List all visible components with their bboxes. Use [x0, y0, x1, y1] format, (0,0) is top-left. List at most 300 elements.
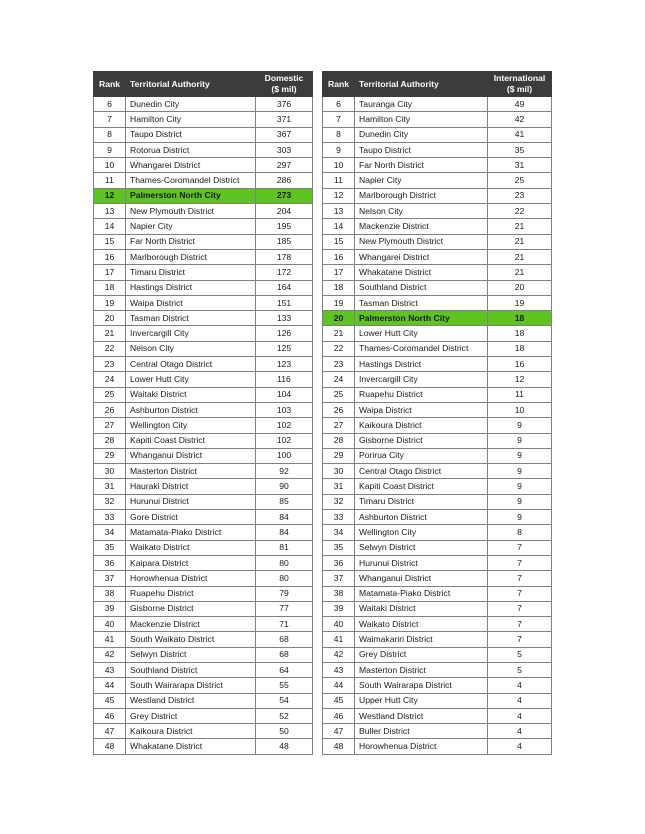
- rank-cell: 32: [323, 494, 355, 509]
- value-cell: 90: [256, 479, 313, 494]
- table-row: [94, 739, 313, 754]
- territorial-authority-cell: Horowhenua District: [355, 739, 488, 754]
- value-cell: 18: [488, 311, 552, 326]
- table-row: [94, 571, 313, 586]
- value-cell: 16: [488, 357, 552, 372]
- value-cell: 178: [256, 249, 313, 264]
- territorial-authority-cell: Tasman District: [126, 311, 256, 326]
- table-row: [94, 632, 313, 647]
- table-row: [323, 540, 552, 555]
- territorial-authority-cell: Selwyn District: [126, 647, 256, 662]
- table-header-row: [323, 72, 552, 97]
- rank-cell: 37: [94, 571, 126, 586]
- territorial-authority-cell: Whangarei District: [126, 158, 256, 173]
- value-cell: 18: [488, 326, 552, 341]
- rank-cell: 47: [94, 724, 126, 739]
- rank-cell: 18: [94, 280, 126, 295]
- territorial-authority-cell: Westland District: [126, 693, 256, 708]
- value-cell: 5: [488, 647, 552, 662]
- table-row: [94, 494, 313, 509]
- territorial-authority-cell: Ruapehu District: [355, 387, 488, 402]
- table-row: [94, 448, 313, 463]
- table-row: [94, 311, 313, 326]
- value-cell: 133: [256, 311, 313, 326]
- territorial-authority-cell: Kapiti Coast District: [126, 433, 256, 448]
- value-cell: 79: [256, 586, 313, 601]
- table-row-highlighted: [323, 311, 552, 326]
- value-cell: 4: [488, 678, 552, 693]
- rank-cell: 16: [323, 249, 355, 264]
- territorial-authority-cell: Porirua City: [355, 448, 488, 463]
- territorial-authority-cell: Rotorua District: [126, 142, 256, 157]
- rank-cell: 40: [94, 617, 126, 632]
- table-row: [323, 479, 552, 494]
- table-row: [323, 510, 552, 525]
- table-row: [94, 433, 313, 448]
- rank-cell: 41: [323, 632, 355, 647]
- value-cell: 7: [488, 555, 552, 570]
- table-row: [323, 647, 552, 662]
- value-cell: 7: [488, 632, 552, 647]
- rank-cell: 38: [323, 586, 355, 601]
- territorial-authority-cell: Upper Hutt City: [355, 693, 488, 708]
- rank-cell: 41: [94, 632, 126, 647]
- territorial-authority-cell: Kapiti Coast District: [355, 479, 488, 494]
- value-cell: 52: [256, 708, 313, 723]
- territorial-authority-cell: Gisborne District: [126, 601, 256, 616]
- value-cell: 151: [256, 295, 313, 310]
- territorial-authority-cell: Palmerston North City: [126, 188, 256, 203]
- table-row: [94, 510, 313, 525]
- table-row: [323, 142, 552, 157]
- territorial-authority-cell: Kaipara District: [126, 555, 256, 570]
- rank-cell: 33: [94, 510, 126, 525]
- territorial-authority-cell: Westland District: [355, 708, 488, 723]
- table-row: [94, 97, 313, 112]
- territorial-authority-cell: Wellington City: [355, 525, 488, 540]
- territorial-authority-cell: Matamata-Piako District: [126, 525, 256, 540]
- value-cell: 84: [256, 525, 313, 540]
- territorial-authority-cell: Hamilton City: [355, 112, 488, 127]
- table-row: [323, 662, 552, 677]
- international-header-line2: ($ mil): [506, 84, 533, 94]
- value-cell: 84: [256, 510, 313, 525]
- table-row: [323, 173, 552, 188]
- rank-cell: 15: [94, 234, 126, 249]
- table-row: [323, 724, 552, 739]
- territorial-authority-cell: Ashburton District: [355, 510, 488, 525]
- table-row: [94, 464, 313, 479]
- rank-cell: 21: [94, 326, 126, 341]
- territorial-authority-cell: Waimakariri District: [355, 632, 488, 647]
- rank-cell: 40: [323, 617, 355, 632]
- table-row: [323, 280, 552, 295]
- value-cell: 9: [488, 448, 552, 463]
- value-cell: 21: [488, 265, 552, 280]
- rank-cell: 15: [323, 234, 355, 249]
- value-cell: 64: [256, 662, 313, 677]
- value-cell: 100: [256, 448, 313, 463]
- value-cell: 104: [256, 387, 313, 402]
- territorial-authority-cell: Buller District: [355, 724, 488, 739]
- territorial-authority-cell: Gore District: [126, 510, 256, 525]
- value-cell: 7: [488, 601, 552, 616]
- table-row: [94, 586, 313, 601]
- rank-cell: 34: [94, 525, 126, 540]
- value-cell: 7: [488, 540, 552, 555]
- rank-cell: 27: [323, 418, 355, 433]
- value-cell: 102: [256, 433, 313, 448]
- rank-cell: 31: [323, 479, 355, 494]
- table-row: [323, 708, 552, 723]
- rank-cell: 20: [323, 311, 355, 326]
- territorial-authority-cell: South Wairarapa District: [355, 678, 488, 693]
- table-row: [94, 724, 313, 739]
- table-row: [94, 387, 313, 402]
- value-cell: 42: [488, 112, 552, 127]
- value-cell: 11: [488, 387, 552, 402]
- table-row: [323, 555, 552, 570]
- rank-cell: 6: [323, 97, 355, 112]
- table-row: [323, 494, 552, 509]
- value-cell: 21: [488, 234, 552, 249]
- rank-cell: 25: [94, 387, 126, 402]
- table-row: [323, 739, 552, 754]
- territorial-authority-cell: Waikato District: [126, 540, 256, 555]
- table-row: [323, 418, 552, 433]
- value-cell: 12: [488, 372, 552, 387]
- domestic-header-line2: ($ mil): [271, 84, 297, 94]
- territorial-authority-header: Territorial Authority: [355, 72, 488, 97]
- value-cell: 9: [488, 418, 552, 433]
- rank-cell: 23: [323, 357, 355, 372]
- territorial-authority-cell: New Plymouth District: [355, 234, 488, 249]
- table-row: [323, 571, 552, 586]
- territorial-authority-cell: Central Otago District: [126, 357, 256, 372]
- value-cell: 9: [488, 433, 552, 448]
- table-row-highlighted: [94, 188, 313, 203]
- table-row: [94, 617, 313, 632]
- territorial-authority-cell: Whakatane District: [355, 265, 488, 280]
- table-row: [94, 402, 313, 417]
- rank-cell: 17: [94, 265, 126, 280]
- rank-cell: 30: [323, 464, 355, 479]
- value-cell: 50: [256, 724, 313, 739]
- rank-cell: 22: [94, 341, 126, 356]
- rank-cell: 33: [323, 510, 355, 525]
- territorial-authority-cell: South Wairarapa District: [126, 678, 256, 693]
- value-cell: 92: [256, 464, 313, 479]
- value-cell: 116: [256, 372, 313, 387]
- value-cell: 185: [256, 234, 313, 249]
- value-cell: 22: [488, 204, 552, 219]
- table-row: [94, 372, 313, 387]
- value-cell: 81: [256, 540, 313, 555]
- value-cell: 25: [488, 173, 552, 188]
- value-cell: 123: [256, 357, 313, 372]
- value-cell: 7: [488, 571, 552, 586]
- table-row: [94, 249, 313, 264]
- territorial-authority-cell: Waipa District: [126, 295, 256, 310]
- territorial-authority-cell: Ruapehu District: [126, 586, 256, 601]
- rank-cell: 37: [323, 571, 355, 586]
- rank-cell: 29: [94, 448, 126, 463]
- value-cell: 297: [256, 158, 313, 173]
- rank-cell: 22: [323, 341, 355, 356]
- territorial-authority-cell: Palmerston North City: [355, 311, 488, 326]
- table-row: [94, 662, 313, 677]
- territorial-authority-cell: Lower Hutt City: [355, 326, 488, 341]
- territorial-authority-cell: Ashburton District: [126, 402, 256, 417]
- value-cell: 103: [256, 402, 313, 417]
- territorial-authority-cell: Southland District: [126, 662, 256, 677]
- value-cell: 68: [256, 632, 313, 647]
- value-cell: 164: [256, 280, 313, 295]
- rank-cell: 46: [94, 708, 126, 723]
- territorial-authority-cell: Matamata-Piako District: [355, 586, 488, 601]
- value-cell: 77: [256, 601, 313, 616]
- territorial-authority-cell: Nelson City: [355, 204, 488, 219]
- value-cell: 8: [488, 525, 552, 540]
- table-row: [94, 525, 313, 540]
- territorial-authority-header: Territorial Authority: [126, 72, 256, 97]
- table-row: [94, 265, 313, 280]
- rank-cell: 11: [94, 173, 126, 188]
- rank-cell: 39: [94, 601, 126, 616]
- rank-cell: 18: [323, 280, 355, 295]
- rank-cell: 9: [323, 142, 355, 157]
- territorial-authority-cell: Central Otago District: [355, 464, 488, 479]
- territorial-authority-cell: Thames-Coromandel District: [126, 173, 256, 188]
- value-cell: 7: [488, 586, 552, 601]
- rank-cell: 24: [323, 372, 355, 387]
- rank-cell: 27: [94, 418, 126, 433]
- value-cell: 303: [256, 142, 313, 157]
- table-row: [94, 479, 313, 494]
- territorial-authority-cell: Invercargill City: [355, 372, 488, 387]
- table-row: [323, 158, 552, 173]
- rank-cell: 45: [94, 693, 126, 708]
- rank-cell: 14: [323, 219, 355, 234]
- table-row: [94, 326, 313, 341]
- table-row: [94, 158, 313, 173]
- table-row: [323, 295, 552, 310]
- rank-cell: 35: [94, 540, 126, 555]
- table-row: [323, 219, 552, 234]
- territorial-authority-cell: South Waikato District: [126, 632, 256, 647]
- rank-cell: 44: [94, 678, 126, 693]
- territorial-authority-cell: Whanganui District: [355, 571, 488, 586]
- domestic-header-line1: Domestic: [264, 73, 304, 83]
- value-cell: 4: [488, 739, 552, 754]
- value-cell: 371: [256, 112, 313, 127]
- rank-cell: 38: [94, 586, 126, 601]
- territorial-authority-cell: Tasman District: [355, 295, 488, 310]
- rank-cell: 14: [94, 219, 126, 234]
- value-cell: 41: [488, 127, 552, 142]
- territorial-authority-cell: Whangarei District: [355, 249, 488, 264]
- rank-cell: 12: [94, 188, 126, 203]
- value-cell: 10: [488, 402, 552, 417]
- rank-cell: 25: [323, 387, 355, 402]
- table-row: [94, 601, 313, 616]
- rank-cell: 28: [94, 433, 126, 448]
- table-row: [323, 204, 552, 219]
- territorial-authority-cell: Hamilton City: [126, 112, 256, 127]
- table-row: [323, 601, 552, 616]
- value-cell: 5: [488, 662, 552, 677]
- rank-cell: 26: [323, 402, 355, 417]
- value-cell: 21: [488, 219, 552, 234]
- territorial-authority-cell: Marlborough District: [355, 188, 488, 203]
- international-table-body: [323, 97, 552, 755]
- value-cell: 125: [256, 341, 313, 356]
- rank-cell: 9: [94, 142, 126, 157]
- table-row: [323, 632, 552, 647]
- table-row: [94, 204, 313, 219]
- international-spend-table: [322, 71, 552, 755]
- rank-cell: 39: [323, 601, 355, 616]
- territorial-authority-cell: Napier City: [126, 219, 256, 234]
- rank-cell: 29: [323, 448, 355, 463]
- territorial-authority-cell: Grey District: [126, 708, 256, 723]
- rank-cell: 10: [94, 158, 126, 173]
- table-row: [323, 586, 552, 601]
- rank-cell: 21: [323, 326, 355, 341]
- rank-cell: 44: [323, 678, 355, 693]
- territorial-authority-cell: Waitaki District: [126, 387, 256, 402]
- territorial-authority-cell: Horowhenua District: [126, 571, 256, 586]
- rank-cell: 8: [323, 127, 355, 142]
- territorial-authority-cell: Tauranga City: [355, 97, 488, 112]
- value-cell: 85: [256, 494, 313, 509]
- rank-cell: 19: [94, 295, 126, 310]
- table-row: [323, 464, 552, 479]
- rank-cell: 36: [94, 555, 126, 570]
- rank-cell: 31: [94, 479, 126, 494]
- value-cell: 286: [256, 173, 313, 188]
- table-row: [94, 418, 313, 433]
- rank-cell: 47: [323, 724, 355, 739]
- value-cell: 35: [488, 142, 552, 157]
- territorial-authority-cell: Waitaki District: [355, 601, 488, 616]
- rank-cell: 17: [323, 265, 355, 280]
- territorial-authority-cell: Taupo District: [355, 142, 488, 157]
- territorial-authority-cell: Hurunui District: [126, 494, 256, 509]
- value-cell: 9: [488, 464, 552, 479]
- value-cell: 367: [256, 127, 313, 142]
- territorial-authority-cell: Timaru District: [355, 494, 488, 509]
- table-row: [323, 693, 552, 708]
- territorial-authority-cell: Masterton District: [126, 464, 256, 479]
- rank-cell: 46: [323, 708, 355, 723]
- value-cell: 376: [256, 97, 313, 112]
- territorial-authority-cell: Masterton District: [355, 662, 488, 677]
- table-row: [323, 341, 552, 356]
- value-cell: 71: [256, 617, 313, 632]
- table-row: [94, 540, 313, 555]
- domestic-value-header: [256, 72, 313, 97]
- territorial-authority-cell: New Plymouth District: [126, 204, 256, 219]
- territorial-authority-cell: Far North District: [355, 158, 488, 173]
- territorial-authority-cell: Invercargill City: [126, 326, 256, 341]
- rank-cell: 24: [94, 372, 126, 387]
- value-cell: 9: [488, 494, 552, 509]
- table-row: [94, 219, 313, 234]
- territorial-authority-cell: Taupo District: [126, 127, 256, 142]
- value-cell: 204: [256, 204, 313, 219]
- value-cell: 48: [256, 739, 313, 754]
- table-row: [94, 142, 313, 157]
- international-value-header: [488, 72, 552, 97]
- territorial-authority-cell: Far North District: [126, 234, 256, 249]
- territorial-authority-cell: Hurunui District: [355, 555, 488, 570]
- territorial-authority-cell: Southland District: [355, 280, 488, 295]
- territorial-authority-cell: Hastings District: [126, 280, 256, 295]
- rank-cell: 48: [94, 739, 126, 754]
- territorial-authority-cell: Wellington City: [126, 418, 256, 433]
- rank-cell: 11: [323, 173, 355, 188]
- value-cell: 55: [256, 678, 313, 693]
- rank-cell: 16: [94, 249, 126, 264]
- value-cell: 4: [488, 693, 552, 708]
- value-cell: 172: [256, 265, 313, 280]
- table-row: [323, 265, 552, 280]
- rank-cell: 42: [94, 647, 126, 662]
- rank-cell: 32: [94, 494, 126, 509]
- territorial-authority-cell: Waikato District: [355, 617, 488, 632]
- value-cell: 80: [256, 571, 313, 586]
- value-cell: 273: [256, 188, 313, 203]
- rank-cell: 13: [94, 204, 126, 219]
- territorial-authority-cell: Dunedin City: [355, 127, 488, 142]
- territorial-authority-cell: Timaru District: [126, 265, 256, 280]
- territorial-authority-cell: Thames-Coromandel District: [355, 341, 488, 356]
- rank-header: Rank: [323, 72, 355, 97]
- territorial-authority-cell: Mackenzie District: [126, 617, 256, 632]
- value-cell: 7: [488, 617, 552, 632]
- table-row: [323, 234, 552, 249]
- table-row: [94, 280, 313, 295]
- rank-cell: 42: [323, 647, 355, 662]
- value-cell: 9: [488, 510, 552, 525]
- rank-cell: 48: [323, 739, 355, 754]
- territorial-authority-cell: Dunedin City: [126, 97, 256, 112]
- table-row: [94, 341, 313, 356]
- rank-cell: 34: [323, 525, 355, 540]
- territorial-authority-cell: Whakatane District: [126, 739, 256, 754]
- territorial-authority-cell: Waipa District: [355, 402, 488, 417]
- table-row: [323, 402, 552, 417]
- rank-header: Rank: [94, 72, 126, 97]
- table-row: [94, 112, 313, 127]
- value-cell: 31: [488, 158, 552, 173]
- rank-cell: 43: [323, 662, 355, 677]
- rank-cell: 7: [323, 112, 355, 127]
- value-cell: 54: [256, 693, 313, 708]
- rank-cell: 43: [94, 662, 126, 677]
- rank-cell: 45: [323, 693, 355, 708]
- territorial-authority-cell: Marlborough District: [126, 249, 256, 264]
- territorial-authority-cell: Hastings District: [355, 357, 488, 372]
- territorial-authority-cell: Whanganui District: [126, 448, 256, 463]
- rank-cell: 7: [94, 112, 126, 127]
- table-row: [323, 127, 552, 142]
- table-row: [94, 708, 313, 723]
- territorial-authority-cell: Mackenzie District: [355, 219, 488, 234]
- rank-cell: 30: [94, 464, 126, 479]
- value-cell: 49: [488, 97, 552, 112]
